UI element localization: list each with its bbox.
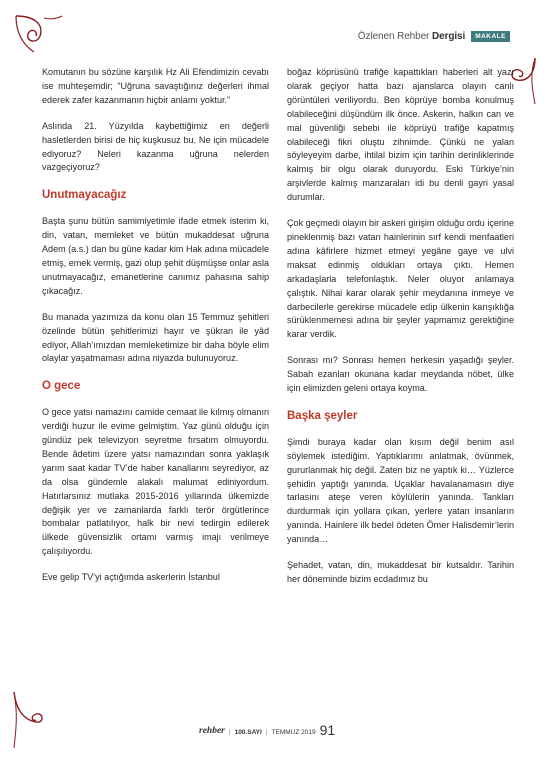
page-number: 91	[319, 722, 336, 738]
paragraph: Sonrası mı? Sonrası hemen herkesin yaşadığı şeyler. Sabah ezanları okunana kadar meydanda nöbet, ülke için elimizden geleni ortaya koyma.	[287, 355, 514, 394]
paragraph: Komutanın bu sözüne karşılık Hz Ali Efendimizin cevabı ise muhteşemdir; “Uğruna savaştığınız değerleri ihmal ederek zafer kazanmanın hiçbir anlamı yoktur.”	[42, 67, 269, 105]
section-tag: MAKALE	[471, 31, 510, 42]
paragraph: O gece yatsı namazını camide cemaat ile kılmış olmanın verdiği huzur ile evime gelmiştim. Yaz günü olduğu için gündüz pek televizyon seyretme fırsatım olmuyordu. Bende âdetim üzere yatsı namazından sonra yaklaşık yarım saat kadar TV’de haber kanallarını seyrediyor, az da olsa gündemle alakalı malumat ediniyordum. Hatırlarsınız mutlaka 2015-2016 yıllarında ülkemizde değişik yer ve zamanlarda farklı terör örgütlerince bombalar patlatılıyor, halk bir nevi tedirgin edilerek ülkede güvensizlik ortamı varmış imajı verilmeye çalışılıyordu.	[42, 407, 269, 557]
paragraph: Eve gelip TV’yi açtığımda askerlerin İstanbul	[42, 572, 220, 583]
paragraph: Başta şunu bütün samimiyetimle ifade etmek isterim ki, din, vatan, memleket ve bütün mukaddesat uğruna Adem (a.s.) dan bu güne kadar kim Hak adına mücadele etmiş, emek vermiş, gazi olup şehit düşmüşse onlar asla unutmayacağız, emanetlerine canımız pahasına sahip çıkacağız.	[42, 216, 269, 296]
left-column	[42, 66, 269, 597]
magazine-name-light: Özlenen Rehber	[357, 31, 430, 42]
corner-ornament-bottom-left	[12, 690, 46, 750]
page-footer	[199, 724, 335, 736]
footer-separator: |	[228, 729, 231, 736]
section-heading: Başka şeyler	[287, 409, 358, 422]
right-column	[287, 66, 514, 599]
magazine-name-bold: Dergisi	[431, 31, 466, 42]
paragraph: Bu manada yazımıza da konu olan 15 Temmuz şehitleri özelinde bütün şehitlerimizi hayır ve şükran ile yâd ediyor, Allah’ımızdan memleketimize bir daha böyle elim olaylar yaşatmaması adına niyazda bulunuyoruz.	[42, 311, 269, 364]
paragraph: Aslında 21. Yüzyılda kaybettiğimiz en değerli hasletlerden birisi de hiç kuşkusuz bu. Ne için mücadele ediyoruz? Neleri kazanma uğruna nelerden vazgeçiyoruz?	[42, 120, 269, 173]
paragraph: Şehadet, vatan, din, mukaddesat bir kutsaldır. Tarihin her döneminde bizim ecdadımız bu	[287, 560, 514, 584]
paragraph: Çok geçmedi olayın bir askeri girişim olduğu ordu içerine pineklenmiş bazı vatan hainlerinin sırf kendi menfaatleri adına kâfirlere hizmet etmeyi yegâne gaye ve ulvi maksat edinmiş oldukları ortaya çıktı. Hemen arkadaşlarla telefonlaştık. Neler oluyor anlamaya çalıştık. Nihai karar olarak şehir meydanına inmeye ve darbecilerle gerekirse mücadele edip ülkenin karışıklığa sürüklenmemesi adına bir şeyler yapmamız gerektiğine karar verdik.	[287, 218, 514, 340]
paragraph: boğaz köprüsünü trafiğe kapattıkları haberleri alt yazı olarak geçiyor hatta bazı ajanslarca olayın canlı görüntüleri veriliyordu. Ben köprüye bomba konulmuş olabileceğini düşündüm ilk önce. Askerin, halkın can ve mal güvenliği sebebi ile köprüyü trafiğe kapatmış olabileceği fikri oluştu zihnimde. Çünkü ne yalan söyleyeyim darbe, ihtilal bizim için tarihin derinliklerinde kalmış bir olgu olarak duruyordu. Eski Türkiye’nin arşivlerde kalmış manzaraları idi bu denli gayri yasal durumlar.	[287, 67, 514, 203]
running-header	[358, 31, 510, 42]
paragraph: Şimdi buraya kadar olan kısım değil benim asıl söylemek istediğim. Yaptıklarımı anlatmak, övünmek, gururlanmak hiç değil. Zaten biz ne yaptık ki… Yüzlerce şehidin yaptığı yanında. Uçaklar havalanamasın diye tarlasını ateşe veren köylülerin yanında. Tankları durdurmak için yollara çıkan, yerlere yatan insanların yanında. Hainlere ilk bedel ödeten Ömer Halisdemir’lerin yanında…	[287, 436, 514, 545]
footer-separator: |	[265, 729, 268, 736]
issue-date: TEMMUZ 2019	[271, 729, 316, 736]
issue-number: 100.SAYI	[234, 729, 262, 736]
magazine-name	[358, 31, 465, 42]
section-heading: Unutmayacağız	[42, 189, 127, 202]
footer-logo: rehber	[199, 726, 225, 736]
section-heading: O gece	[42, 380, 81, 393]
corner-ornament-top-left	[14, 14, 64, 58]
